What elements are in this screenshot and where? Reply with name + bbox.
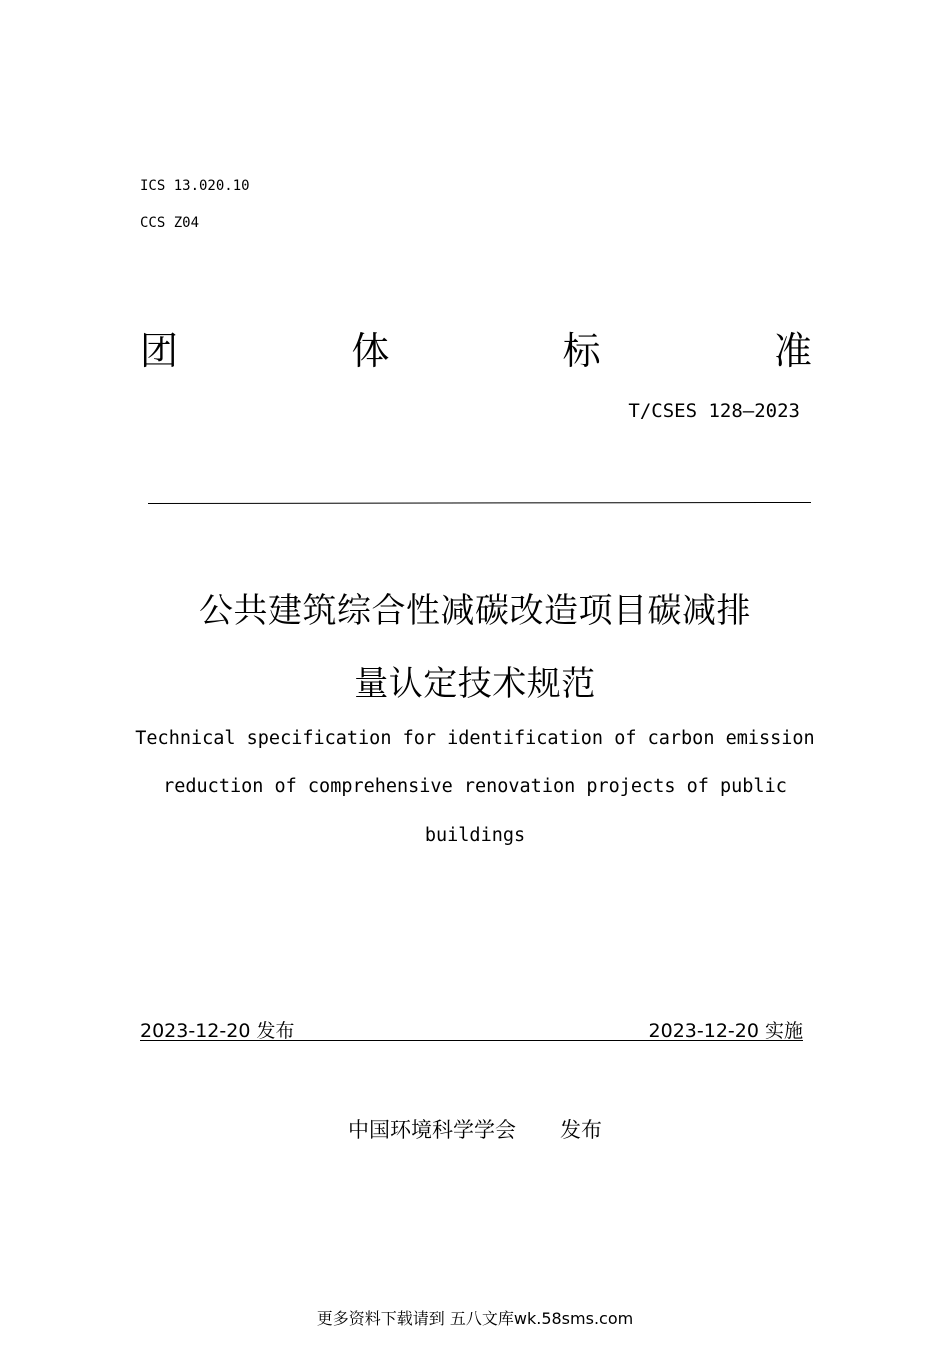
implementation-date: 2023-12-20 实施 xyxy=(648,1020,803,1042)
title-chinese-line-1: 公共建筑综合性减碳改造项目碳减排 xyxy=(199,591,751,631)
download-watermark: 更多资料下载请到 五八文库wk.58sms.com xyxy=(316,1309,634,1328)
publisher-name: 中国环境科学学会 xyxy=(348,1118,516,1142)
heading-char: 准 xyxy=(773,329,812,373)
title-english-line-2: reduction of comprehensive renovation projects of public xyxy=(163,776,787,797)
ics-code: ICS 13.020.10 xyxy=(140,178,250,194)
publisher-line xyxy=(0,1114,950,1144)
heading-char: 标 xyxy=(562,329,601,373)
publisher-action: 发布 xyxy=(560,1118,602,1142)
title-english-line-1: Technical specification for identification of carbon emission xyxy=(135,728,815,749)
header-divider xyxy=(148,502,811,504)
ccs-code: CCS Z04 xyxy=(140,215,200,231)
standard-type-heading xyxy=(140,327,812,375)
title-chinese-line-2: 量认定技术规范 xyxy=(354,664,596,704)
heading-char: 团 xyxy=(140,329,179,373)
heading-char: 体 xyxy=(351,329,390,373)
dates-divider xyxy=(140,1040,803,1041)
title-english-line-3: buildings xyxy=(424,825,526,846)
standard-number: T/CSES 128—2023 xyxy=(628,400,800,422)
publish-date: 2023-12-20 发布 xyxy=(140,1020,295,1042)
